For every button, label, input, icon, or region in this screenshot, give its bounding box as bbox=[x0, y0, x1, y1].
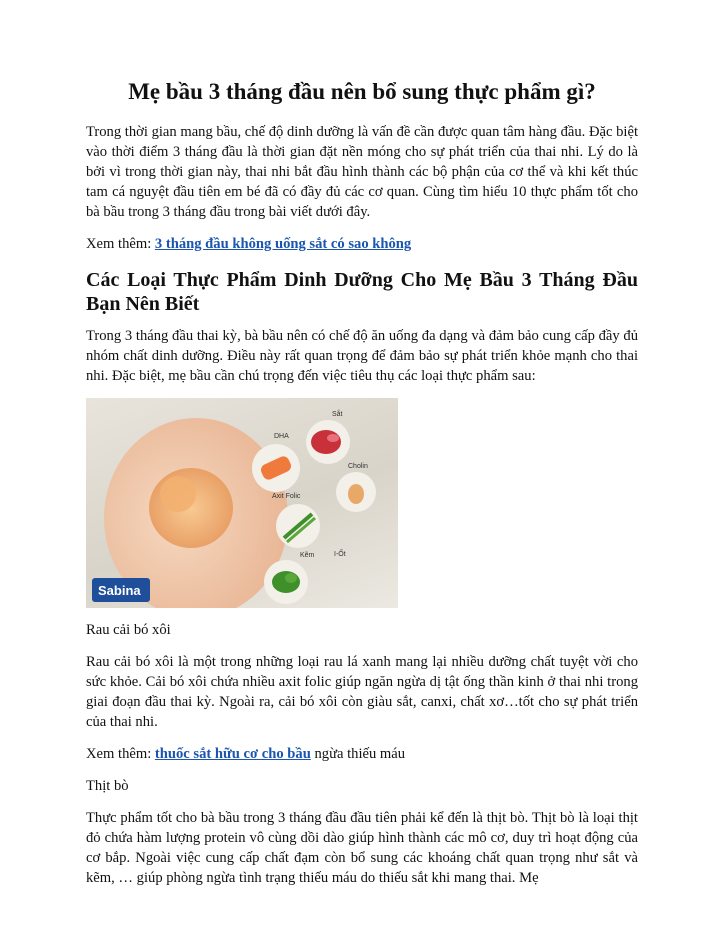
see-also-2 bbox=[86, 744, 638, 764]
label-dha: DHA bbox=[274, 432, 289, 440]
section-heading: Các Loại Thực Phẩm Dinh Dưỡng Cho Mẹ Bầu 3 Tháng Đầu Bạn Nên Biết bbox=[86, 268, 638, 315]
page-title: Mẹ bầu 3 tháng đầu nên bổ sung thực phẩm gì? bbox=[128, 79, 596, 104]
label-folic: Axit Folic bbox=[272, 492, 301, 500]
see-also-prefix: Xem thêm: bbox=[86, 745, 155, 762]
baby-figure bbox=[149, 468, 233, 548]
item1-name: Rau cải bó xôi bbox=[86, 621, 171, 638]
label-iodine: I-Ốt bbox=[334, 550, 346, 558]
intro-paragraph: Trong thời gian mang bầu, chế độ dinh dưỡng là vấn đề cần được quan tâm hàng đầu. Đặc biệt vào thời điểm 3 tháng đầu là thời gian đặt nền móng cho sự phát triển của thai nhi. Lý do là bởi vì trong thời gian này, thai nhi bắt đầu hình thành các bộ phận của cơ thể và khi kết thúc tam cá nguyệt đầu tiên em bé đã có đầy đủ các cơ quan. Cùng tìm hiểu 10 thực phẩm tốt cho bà bầu trong 3 tháng đầu trong bài viết dưới đây. bbox=[86, 123, 638, 220]
label-iron: Sắt bbox=[332, 410, 343, 418]
nutrition-illustration bbox=[86, 398, 398, 608]
item1-body: Rau cải bó xôi là một trong những loại rau lá xanh mang lại nhiều dưỡng chất tuyệt vời cho sức khỏe. Cải bó xôi chứa nhiều axit folic giúp ngăn ngừa dị tật ống thần kinh ở thai nhi trong giai đoạn đầu thai kỳ. Ngoài ra, cải bó xôi còn giàu sắt, canxi, chất xơ…tốt cho sự phát triển của thai nhi. bbox=[86, 653, 638, 730]
section-intro-paragraph: Trong 3 tháng đầu thai kỳ, bà bầu nên có chế độ ăn uống đa dạng và đảm bảo cung cấp đầy đủ nhóm chất dinh dưỡng. Điều này rất quan trọng để đảm bảo sự phát triển khỏe mạnh cho thai nhi. Đặc biệt, mẹ bầu cần chú trọng đến việc tiêu thụ các loại thực phẩm sau: bbox=[86, 327, 638, 384]
see-also-link-organic-iron[interactable]: thuốc sắt hữu cơ cho bầu bbox=[154, 745, 311, 762]
item2-name: Thịt bò bbox=[86, 777, 129, 794]
see-also-link-iron[interactable]: 3 tháng đầu không uống sắt có sao không bbox=[154, 235, 412, 252]
item2-body: Thực phẩm tốt cho bà bầu trong 3 tháng đầu đầu tiên phải kể đến là thịt bò. Thịt bò là loại thịt đỏ chứa hàm lượng protein vô cùng dồi dào giúp hình thành các mô cơ, duy trì hoạt động của cơ bắp. Ngoài việc cung cấp chất đạm còn bổ sung các khoáng chất quan trọng như sắt và kẽm, … giúp phòng ngừa tình trạng thiếu máu do thiếu sắt khi mang thai. Mẹ bbox=[86, 809, 638, 886]
see-also-suffix: ngừa thiếu máu bbox=[310, 745, 406, 762]
see-also-1 bbox=[86, 234, 638, 254]
logo-text: Sabina bbox=[98, 582, 141, 598]
nutrition-illustration-graphic bbox=[86, 398, 398, 608]
label-cholin: Cholin bbox=[348, 462, 368, 470]
see-also-prefix: Xem thêm: bbox=[86, 235, 155, 252]
document-page bbox=[86, 78, 638, 900]
label-zinc: Kẽm bbox=[300, 551, 315, 559]
